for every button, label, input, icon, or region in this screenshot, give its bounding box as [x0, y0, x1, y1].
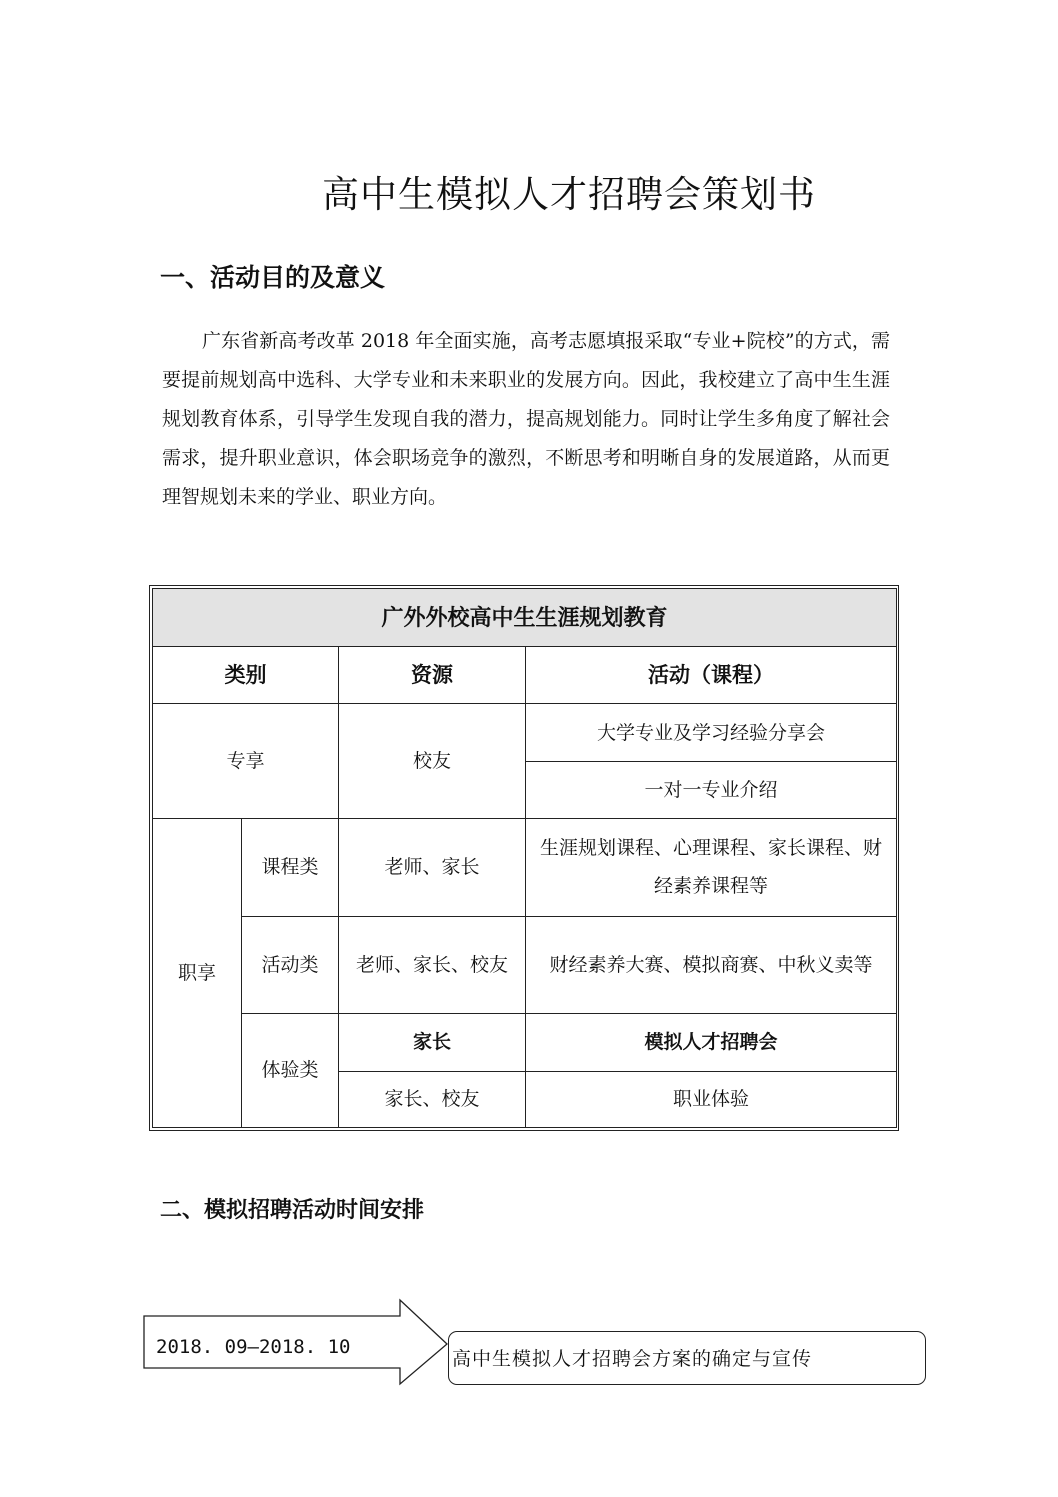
- resource-alumni: 校友: [339, 704, 526, 819]
- section-heading-purpose: 一、活动目的及意义: [160, 263, 386, 292]
- activity-events: 财经素养大赛、模拟商赛、中秋义卖等: [526, 916, 897, 1013]
- header-activity: 活动（课程）: [526, 647, 897, 704]
- timeline-period: 2018. 09—2018. 10: [156, 1336, 351, 1358]
- timeline-task: 高中生模拟人才招聘会方案的确定与宣传: [452, 1348, 813, 1370]
- type-course: 课程类: [242, 819, 339, 916]
- activity-major-sharing: 大学专业及学习经验分享会: [526, 704, 897, 762]
- document-title: 高中生模拟人才招聘会策划书: [322, 173, 816, 216]
- header-category: 类别: [153, 647, 339, 704]
- education-table-frame: [149, 585, 899, 1131]
- category-zhuanxiang: 专享: [153, 704, 339, 819]
- activity-one-on-one: 一对一专业介绍: [526, 762, 897, 819]
- type-experience: 体验类: [242, 1013, 339, 1127]
- activity-job-experience: 职业体验: [526, 1071, 897, 1127]
- section-heading-schedule: 二、模拟招聘活动时间安排: [160, 1197, 425, 1223]
- header-resource: 资源: [339, 647, 526, 704]
- resource-parents: 家长: [339, 1013, 526, 1071]
- intro-paragraph: 广东省新高考改革 2018 年全面实施，高考志愿填报采取“专业+院校”的方式，需要提前规划高中选科、大学专业和未来职业的发展方向。因此，我校建立了高中生生涯规划教育体系，引导学生发现自我的潜力，提高规划能力。同时让学生多角度了解社会需求，提升职业意识，体会职场竞争的激烈，不断思考和明晰自身的发展道路，从而更理智规划未来的学业、职业方向。: [162, 330, 890, 508]
- resource-activity: 老师、家长、校友: [339, 916, 526, 1013]
- type-activity: 活动类: [242, 916, 339, 1013]
- resource-parents-alumni: 家长、校友: [339, 1071, 526, 1127]
- activity-course: 生涯规划课程、心理课程、家长课程、财经素养课程等: [526, 819, 897, 916]
- career-education-table: [152, 588, 897, 1128]
- table-caption: 广外外校高中生生涯规划教育: [153, 589, 897, 647]
- category-zhixiang: 职享: [153, 819, 242, 1128]
- activity-job-fair: 模拟人才招聘会: [526, 1013, 897, 1071]
- resource-course: 老师、家长: [339, 819, 526, 916]
